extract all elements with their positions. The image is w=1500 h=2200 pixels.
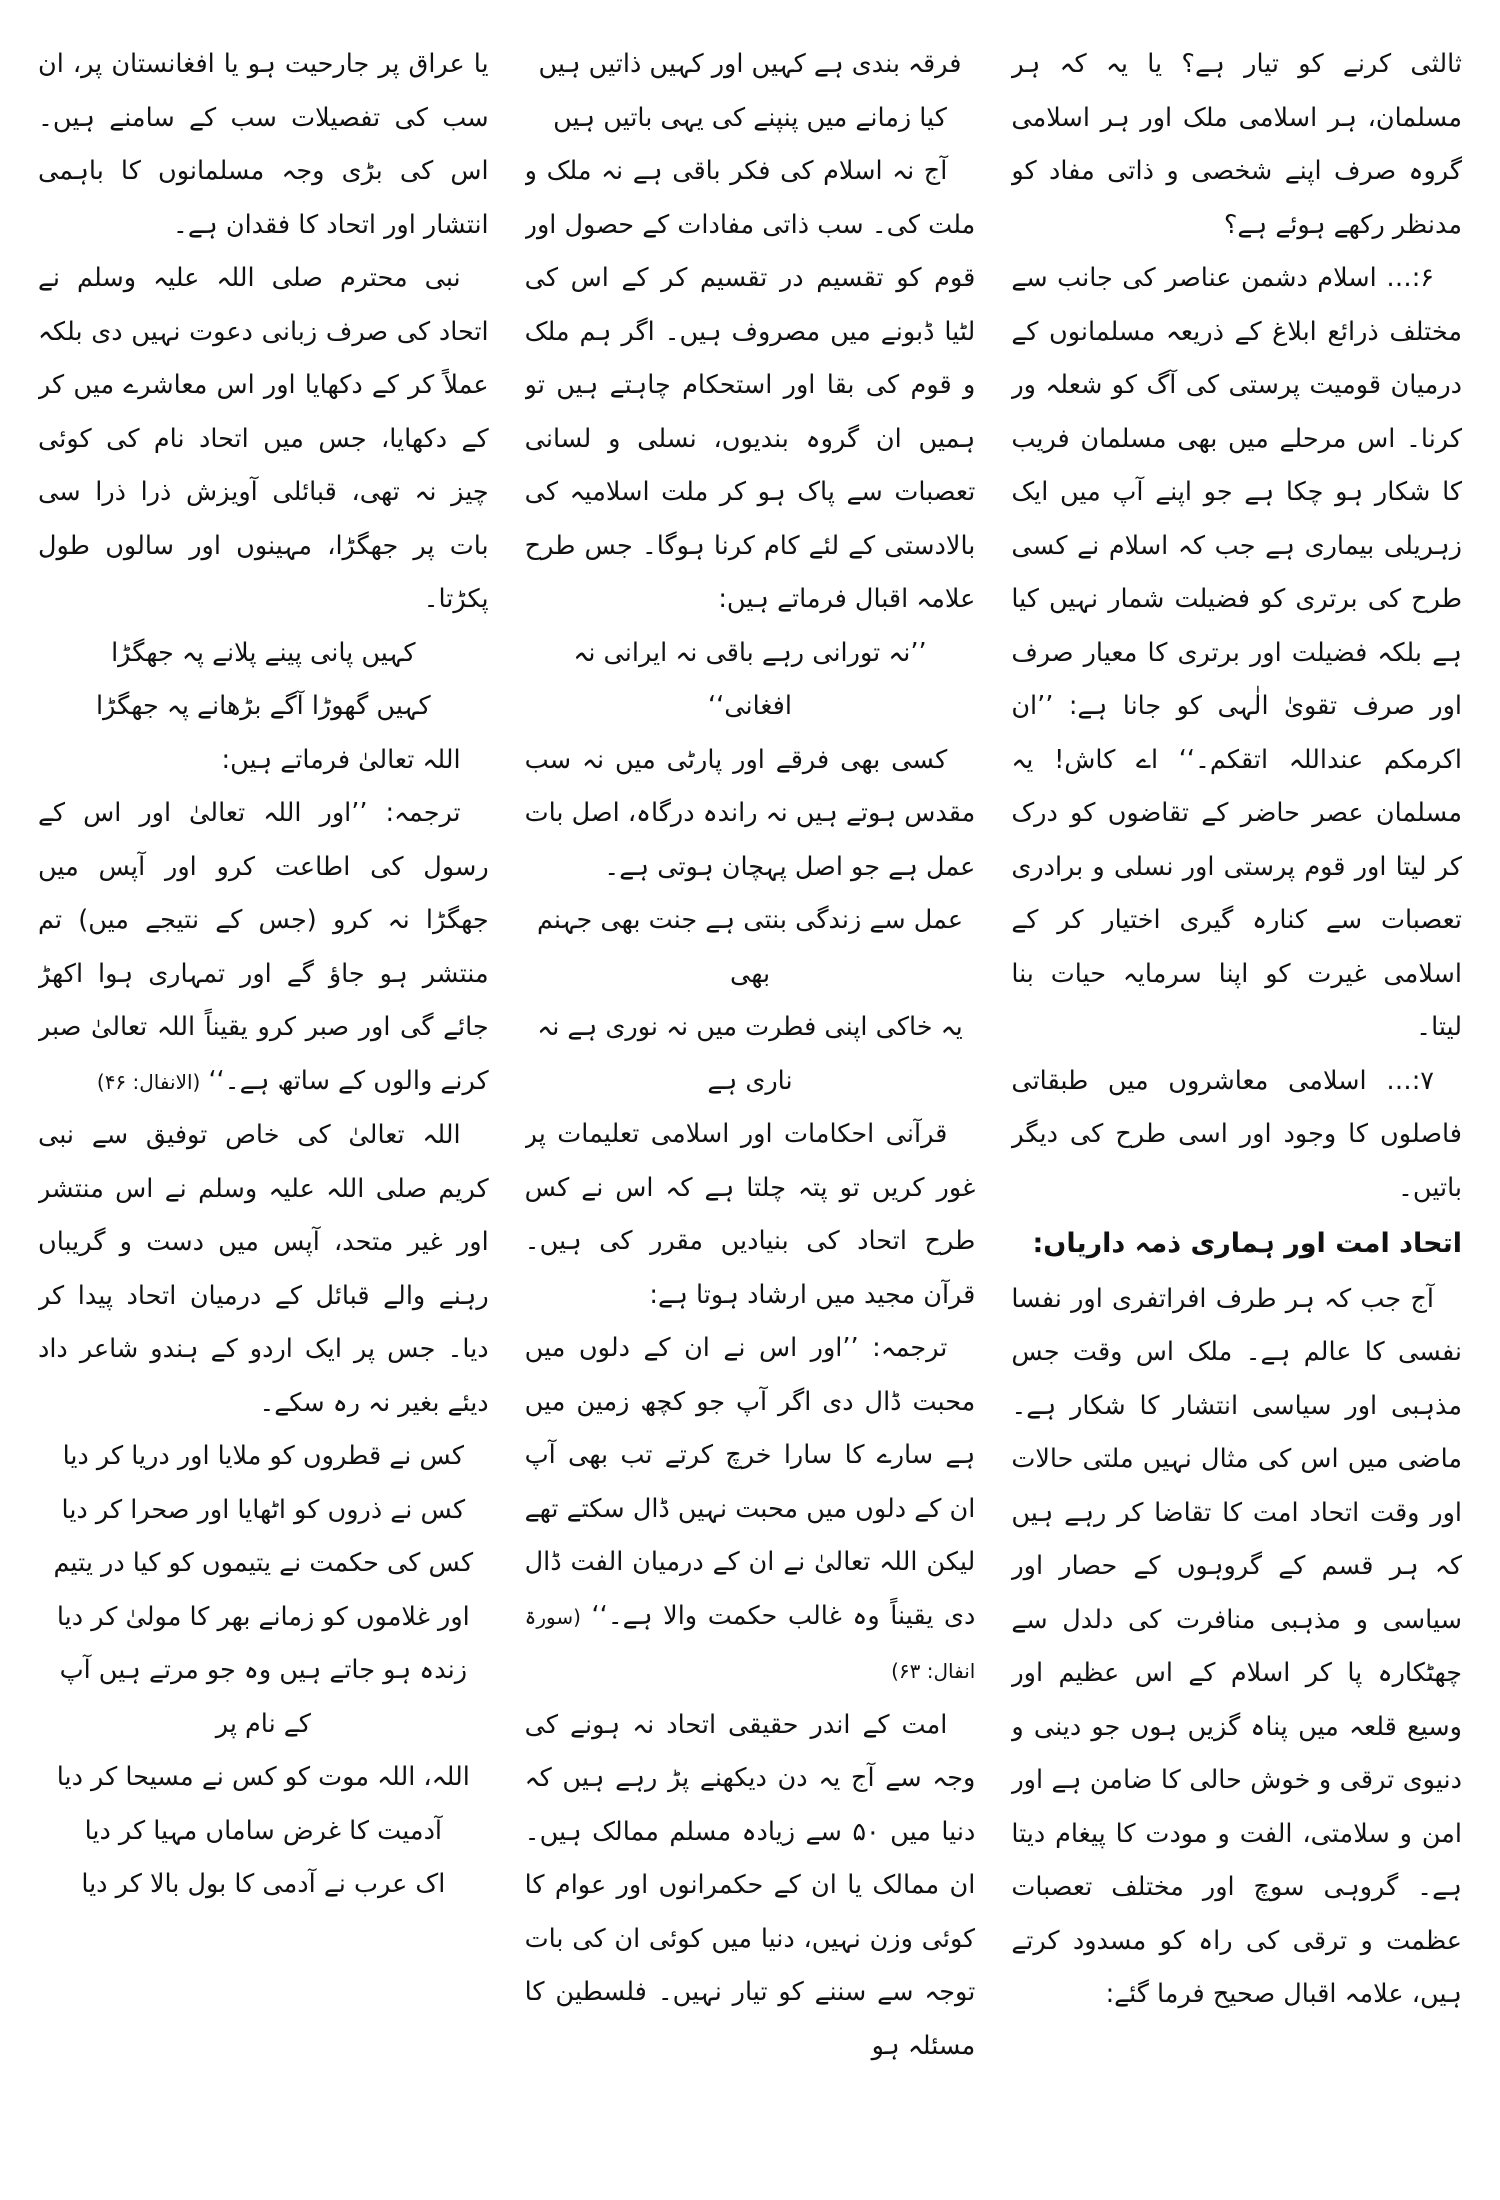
- verse-line: ’’نہ تورانی رہے باقی نہ ایرانی نہ افغانی‘‘: [573, 637, 927, 721]
- paragraph: یا عراق پر جارحیت ہو یا افغانستان پر، ان سب کی تفصیلات سب کے سامنے ہیں۔ اس کی بڑی وجہ مسلمانوں کا باہمی انتشار اور اتحاد کا فقدان ہے۔: [37, 49, 489, 240]
- column-middle: [525, 38, 976, 2170]
- translation-text: ترجمہ: ’’اور اس نے ان کے دلوں میں محبت ڈال دی اگر آپ جو کچھ زمین میں ہے سارے کا سارا خرچ کرتے تب بھی آپ ان کے دلوں میں محبت نہیں ڈال سکتے تھے لیکن اللہ تعالیٰ نے ان کے درمیان الفت ڈال دی یقیناً وہ غالب حکمت والا ہے۔‘‘: [524, 1333, 976, 1631]
- verse-line: اور غلاموں کو زمانے بھر کا مولیٰ کر دیا: [56, 1601, 470, 1632]
- paragraph: امت کے اندر حقیقی اتحاد نہ ہونے کی وجہ سے آج یہ دن دیکھنے پڑ رہے ہیں کہ دنیا میں ۵۰ سے زیادہ مسلم ممالک ہیں۔ ان ممالک یا ان کے حکمرانوں اور عوام کا کوئی وزن نہیں، دنیا میں کوئی ان کی بات توجہ سے سننے کو تیار نہیں۔ فلسطین کا مسئلہ ہو: [524, 1709, 976, 2061]
- verse-line: آدمیت کا غرض ساماں مہیا کر دیا: [84, 1815, 443, 1846]
- reference: (سورۃ انفال: ۶۳): [524, 1604, 976, 1683]
- verse-line: کس نے ذروں کو اٹھایا اور صحرا کر دیا: [61, 1494, 466, 1525]
- paragraph: آج نہ اسلام کی فکر باقی ہے نہ ملک و ملت کی۔ سب ذاتی مفادات کے حصول اور قوم کو تقسیم در تقسیم کر کے اس کی لٹیا ڈبونے میں مصروف ہیں۔ اگر ہم ملک و قوم کی بقا اور استحکام چاہتے ہیں تو ہمیں ان گروہ بندیوں، نسلی و لسانی تعصبات سے پاک ہو کر ملت اسلامیہ کی بالادستی کے لئے کام کرنا ہوگا۔ جس طرح علامہ اقبال فرماتے ہیں:: [524, 156, 976, 614]
- verse-line: کہیں پانی پینے پلانے پہ جھگڑا: [111, 637, 416, 668]
- reference: (الانفال: ۴۶): [96, 1069, 201, 1094]
- quran-translation: [38, 787, 489, 1109]
- verse-line: یہ خاکی اپنی فطرت میں نہ نوری ہے نہ ناری ہے: [537, 1012, 963, 1096]
- paragraph: نبی محترم صلی اللہ علیہ وسلم نے اتحاد کی صرف زبانی دعوت نہیں دی بلکہ عملاً کر کے دکھایا اور اس معاشرے میں کر کے دکھایا، جس میں اتحاد نام کی کوئی چیز نہ تھی، قبائلی آویزش ذرا ذرا سی بات پر جھگڑا، مہینوں اور سالوں طول پکڑتا۔: [37, 263, 489, 614]
- paragraph: اللہ تعالیٰ فرماتے ہیں:: [221, 744, 461, 775]
- column-right: [1011, 38, 1462, 2170]
- paragraph: قرآنی احکامات اور اسلامی تعلیمات پر غور کریں تو پتہ چلتا ہے کہ اس نے کس طرح اتحاد کی بنیادیں مقرر کی ہیں۔ قرآن مجید میں ارشاد ہوتا ہے:: [524, 1119, 976, 1310]
- paragraph: کسی بھی فرقے اور پارٹی میں نہ سب مقدس ہوتے ہیں نہ راندہ درگاہ، اصل بات عمل ہے جو اصل پہچان ہوتی ہے۔: [524, 744, 976, 882]
- verse: [50, 627, 477, 734]
- quran-translation: [525, 1322, 976, 1699]
- verse-line: اللہ، اللہ موت کو کس نے مسیحا کر دیا: [56, 1762, 470, 1792]
- verse-line: عمل سے زندگی بنتی ہے جنت بھی جہنم بھی: [536, 905, 964, 989]
- verse: [537, 627, 964, 734]
- verse-line: اک عرب نے آدمی کا بول بالا کر دیا: [81, 1869, 446, 1899]
- paragraph: آج جب کہ ہر طرف افراتفری اور نفسا نفسی کا عالم ہے۔ ملک اس وقت جس مذہبی اور سیاسی انتشار کا شکار ہے۔ ماضی میں اس کی مثال نہیں ملتی حالات اور وقت اتحاد امت کا تقاضا کر رہے ہیں کہ ہر قسم کے گروہوں کے حصار اور سیاسی و مذہبی منافرت کی دلدل سے چھٹکارہ پا کر اسلام کے اس عظیم اور وسیع قلعہ میں پناہ گزیں ہوں جو دینی و دنیوی ترقی و خوش حالی کا ضامن ہے اور امن و سلامتی، الفت و مودت کا پیغام دیتا ہے۔ گروہی سوچ اور مختلف تعصبات عظمت و ترقی کی راہ کو مسدود کرتے ہیں، علامہ اقبال صحیح فرما گئے:: [1011, 1283, 1462, 2009]
- verse-line: فرقہ بندی ہے کہیں اور کہیں ذاتیں ہیں: [538, 49, 962, 79]
- paragraph: ۶:… اسلام دشمن عناصر کی جانب سے مختلف ذرائع ابلاغ کے ذریعہ مسلمانوں کے درمیان قومیت پرستی کی آگ کو شعلہ ور کرنا۔ اس مرحلے میں بھی مسلمان فریب کا شکار ہو چکا ہے جو اپنے آپ میں ایک زہریلی بیماری ہے جب کہ اسلام نے کسی طرح کی برتری کو فضیلت شمار نہیں کیا ہے بلکہ فضیلت اور برتری کا معیار صرف اور صرف تقویٰ الٰہی کو جانا ہے: ’’ان اکرمکم عنداللہ اتقکم۔‘‘ اے کاش! یہ مسلمان عصر حاضر کے تقاضوں کو درک کر لیتا اور قوم پرستی اور نسلی و برادری تعصبات سے کنارہ گیری اختیار کر کے اسلامی غیرت کو اپنا سرمایہ حیات بنا لیتا۔: [1011, 263, 1462, 1042]
- verse: [537, 38, 964, 145]
- verse: [537, 894, 964, 1108]
- column-left: [38, 38, 489, 2170]
- paragraph: ثالثی کرنے کو تیار ہے؟ یا یہ کہ ہر مسلمان، ہر اسلامی ملک اور ہر اسلامی گروہ صرف اپنے شخصی و ذاتی مفاد کو مدنظر رکھے ہوئے ہے؟: [1011, 49, 1462, 240]
- verse-line: کس کی حکمت نے یتیموں کو کیا در یتیم: [53, 1548, 474, 1578]
- translation-text: ترجمہ: ’’اور اللہ تعالیٰ اور اس کے رسول کی اطاعت کرو اور آپس میں جھگڑا نہ کرو (جس کے نتیجے میں) تم منتشر ہو جاؤ گے اور تمہاری ہوا اکھڑ جائے گی اور صبر کرو یقیناً اللہ تعالیٰ صبر کرنے والوں کے ساتھ ہے۔‘‘: [37, 798, 489, 1096]
- verse: [50, 1430, 477, 1912]
- verse-line: کیا زمانے میں پنپنے کی یہی باتیں ہیں: [553, 102, 947, 133]
- verse-line: کس نے قطروں کو ملایا اور دریا کر دیا: [62, 1441, 465, 1471]
- verse-line: کہیں گھوڑا آگے بڑھانے پہ جھگڑا: [96, 691, 431, 721]
- verse-line: زندہ ہو جاتے ہیں وہ جو مرتے ہیں آپ کے نام پر: [59, 1655, 468, 1739]
- paragraph: اللہ تعالیٰ کی خاص توفیق سے نبی کریم صلی اللہ علیہ وسلم نے اس منتشر اور غیر متحد، آپس میں دست و گریباں رہنے والے قبائل کے درمیان اتحاد پیدا کر دیا۔ جس پر ایک اردو کے ہندو شاعر داد دیئے بغیر نہ رہ سکے۔: [37, 1120, 489, 1418]
- paragraph: ۷:… اسلامی معاشروں میں طبقاتی فاصلوں کا وجود اور اسی طرح کی دیگر باتیں۔: [1011, 1065, 1462, 1203]
- section-heading: اتحاد امت اور ہماری ذمہ داریاں:: [1032, 1228, 1462, 1259]
